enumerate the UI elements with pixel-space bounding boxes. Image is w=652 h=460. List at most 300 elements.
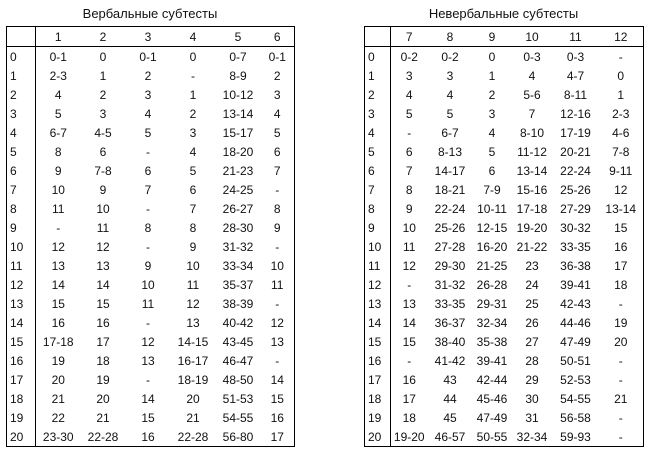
raw-score-cell: 8 — [189, 220, 197, 235]
raw-score-cell: 1 — [488, 68, 496, 83]
nonverbal-header-row — [365, 27, 644, 47]
raw-score-cell: - — [146, 372, 150, 387]
raw-score-cell: 0 — [189, 49, 197, 64]
scaled-score-cell: 19 — [7, 408, 36, 427]
corner-cell — [365, 27, 391, 47]
raw-score-cell: 4 — [189, 144, 197, 159]
raw-score-cell: 23-30 — [42, 429, 74, 444]
raw-score-cell: 9-11 — [609, 163, 633, 178]
raw-score-cell: 9 — [54, 163, 62, 178]
column-header: 12 — [599, 27, 644, 47]
raw-score-cell: 0-1 — [49, 49, 67, 64]
raw-score-cell: 4 — [144, 106, 152, 121]
raw-score-cell: - — [407, 353, 412, 368]
nonverbal-section — [364, 6, 643, 447]
raw-score-cell: 2 — [99, 87, 107, 102]
raw-score-cell: 35-37 — [222, 277, 254, 292]
raw-score-cell: 5-6 — [523, 87, 541, 102]
raw-score-cell: - — [618, 429, 623, 444]
nonverbal-table — [364, 26, 644, 447]
raw-score-cell: 12 — [614, 182, 628, 197]
raw-score-cell: 56-80 — [222, 429, 254, 444]
raw-score-cell: 47-49 — [476, 410, 508, 425]
raw-score-cell: 24-25 — [222, 182, 254, 197]
table-row — [365, 104, 644, 123]
raw-score-cell: - — [618, 353, 623, 368]
raw-score-cell: 5 — [273, 125, 281, 140]
scaled-score-cell: 18 — [7, 389, 36, 408]
raw-score-cell: 3 — [189, 125, 197, 140]
raw-score-cell: 42-44 — [476, 372, 508, 387]
raw-score-cell: 15 — [614, 220, 628, 235]
raw-score-cell: 4 — [273, 106, 281, 121]
raw-score-cell: 0-3 — [566, 49, 585, 64]
raw-score-cell: 50-51 — [560, 353, 591, 368]
column-header: 3 — [126, 27, 171, 47]
column-header: 9 — [473, 27, 512, 47]
raw-score-cell: 46-57 — [434, 429, 466, 444]
raw-score-cell: 4-6 — [612, 125, 630, 140]
column-header: 11 — [553, 27, 599, 47]
column-header: 10 — [512, 27, 553, 47]
raw-score-cell: 18-20 — [222, 144, 254, 159]
raw-score-cell: 11 — [403, 239, 416, 254]
raw-score-cell: 10-11 — [477, 201, 507, 216]
raw-score-cell: 14-17 — [434, 163, 466, 178]
raw-score-cell: 5 — [189, 163, 197, 178]
raw-score-cell: 5 — [446, 106, 454, 121]
table-row — [365, 332, 644, 351]
scaled-score-cell: 15 — [365, 332, 391, 351]
raw-score-cell: 20 — [614, 334, 628, 349]
raw-score-cell: 28 — [525, 353, 539, 368]
raw-score-cell: 10 — [270, 258, 284, 273]
raw-score-cell: 8-10 — [519, 125, 545, 140]
raw-score-cell: 47-49 — [560, 334, 591, 349]
raw-score-cell: 12-15 — [476, 220, 508, 235]
raw-score-cell: 21-22 — [516, 239, 548, 254]
raw-score-cell: 19 — [96, 372, 110, 387]
raw-score-cell: 41-42 — [434, 353, 466, 368]
raw-score-cell: 27-29 — [560, 201, 591, 216]
scaled-score-cell: 1 — [365, 66, 391, 85]
table-row — [365, 123, 644, 142]
column-header: 2 — [81, 27, 126, 47]
raw-score-cell: 5 — [54, 106, 62, 121]
raw-score-cell: 9 — [405, 201, 413, 216]
raw-score-cell: 21 — [614, 391, 628, 406]
scaled-score-cell: 2 — [365, 85, 391, 104]
scaled-score-cell: 11 — [365, 256, 391, 275]
raw-score-cell: 7 — [144, 182, 152, 197]
raw-score-cell: 2 — [189, 106, 197, 121]
raw-score-cell: 0-2 — [441, 49, 459, 64]
raw-score-cell: 17-19 — [560, 125, 591, 140]
raw-score-cell: 7-8 — [94, 163, 112, 178]
raw-score-cell: 5 — [488, 144, 496, 159]
raw-score-cell: 8-9 — [229, 68, 247, 83]
table-row — [365, 275, 644, 294]
raw-score-cell: 2-3 — [612, 106, 630, 121]
scaled-score-cell: 4 — [7, 123, 36, 142]
raw-score-cell: 2 — [144, 68, 152, 83]
raw-score-cell: 39-41 — [476, 353, 508, 368]
raw-score-cell: 26 — [525, 315, 539, 330]
table-row — [7, 142, 295, 161]
table-row — [365, 47, 644, 67]
raw-score-cell: - — [146, 201, 150, 216]
raw-score-cell: 48-50 — [222, 372, 254, 387]
scaled-score-cell: 10 — [7, 237, 36, 256]
scaled-score-cell: 4 — [365, 123, 391, 142]
raw-score-cell: 11 — [186, 277, 200, 292]
scaled-score-cell: 5 — [365, 142, 391, 161]
raw-score-cell: 11 — [271, 277, 284, 292]
table-row — [7, 275, 295, 294]
raw-score-cell: 27-28 — [434, 239, 466, 254]
raw-score-cell: 0 — [488, 49, 496, 64]
scaled-score-cell: 6 — [7, 161, 36, 180]
raw-score-cell: 22-24 — [434, 201, 466, 216]
raw-score-cell: 3 — [405, 68, 413, 83]
table-row — [365, 294, 644, 313]
column-header: 8 — [428, 27, 473, 47]
raw-score-cell: 11 — [96, 220, 110, 235]
scaled-score-cell: 3 — [365, 104, 391, 123]
raw-score-cell: 13-14 — [516, 163, 548, 178]
raw-score-cell: 19 — [614, 315, 628, 330]
raw-score-cell: 45 — [443, 410, 457, 425]
raw-score-cell: 42-43 — [560, 296, 591, 311]
table-row — [365, 180, 644, 199]
table-row — [365, 199, 644, 218]
raw-score-cell: 10 — [402, 220, 416, 235]
scaled-score-cell: 12 — [365, 275, 391, 294]
raw-score-cell: 43-45 — [222, 334, 254, 349]
raw-score-cell: 12-16 — [560, 106, 591, 121]
raw-score-cell: 22-28 — [177, 429, 209, 444]
raw-score-cell: 19-20 — [516, 220, 548, 235]
scaled-score-cell: 14 — [7, 313, 36, 332]
raw-score-cell: 3 — [144, 87, 152, 102]
scaled-score-cell: 10 — [365, 237, 391, 256]
raw-score-cell: 8-13 — [437, 144, 463, 159]
scaled-score-cell: 1 — [7, 66, 36, 85]
raw-score-cell: 1 — [617, 87, 625, 102]
scaled-score-cell: 9 — [7, 218, 36, 237]
table-row — [365, 218, 644, 237]
raw-score-cell: 12 — [402, 258, 416, 273]
raw-score-cell: 15-17 — [222, 125, 254, 140]
table-row — [365, 142, 644, 161]
raw-score-cell: 30 — [525, 391, 539, 406]
raw-score-cell: - — [618, 410, 623, 425]
raw-score-cell: 8-11 — [563, 87, 588, 102]
raw-score-cell: 43 — [443, 372, 457, 387]
scaled-score-cell: 2 — [7, 85, 36, 104]
scaled-score-cell: 16 — [7, 351, 36, 370]
raw-score-cell: 7 — [189, 201, 197, 216]
raw-score-cell: 20 — [186, 391, 200, 406]
scaled-score-cell: 6 — [365, 161, 391, 180]
scaled-score-cell: 13 — [7, 294, 36, 313]
raw-score-cell: 33-35 — [434, 296, 466, 311]
column-header: 6 — [261, 27, 295, 47]
scaled-score-cell: 0 — [365, 47, 391, 67]
raw-score-cell: 6-7 — [49, 125, 67, 140]
raw-score-cell: 6 — [273, 144, 281, 159]
raw-score-cell: 8 — [54, 144, 62, 159]
raw-score-cell: - — [618, 49, 623, 64]
table-row — [7, 294, 295, 313]
table-row — [7, 427, 295, 447]
raw-score-cell: 12 — [96, 239, 110, 254]
raw-score-cell: 15 — [141, 410, 155, 425]
raw-score-cell: 15 — [96, 296, 110, 311]
raw-score-cell: 29-31 — [476, 296, 508, 311]
table-row — [365, 161, 644, 180]
raw-score-cell: 56-58 — [560, 410, 591, 425]
raw-score-cell: 32-34 — [476, 315, 508, 330]
raw-score-cell: 13 — [51, 258, 65, 273]
scaled-score-cell: 17 — [365, 370, 391, 389]
raw-score-cell: 54-55 — [560, 391, 591, 406]
column-header: 4 — [171, 27, 216, 47]
raw-score-cell: 21-25 — [476, 258, 508, 273]
scaled-score-cell: 19 — [365, 408, 391, 427]
column-header: 7 — [391, 27, 428, 47]
raw-score-cell: 12 — [186, 296, 200, 311]
raw-score-cell: 16-20 — [476, 239, 508, 254]
raw-score-cell: - — [275, 296, 280, 311]
raw-score-cell: 20-21 — [560, 144, 591, 159]
raw-score-cell: 11-12 — [517, 144, 547, 159]
raw-score-cell: 6 — [144, 163, 152, 178]
table-row — [7, 313, 295, 332]
raw-score-cell: 13 — [402, 296, 416, 311]
raw-score-cell: 15 — [270, 391, 284, 406]
raw-score-cell: 51-53 — [222, 391, 254, 406]
raw-score-cell: 7-9 — [483, 182, 501, 197]
raw-score-cell: 3 — [488, 106, 496, 121]
raw-score-cell: 40-42 — [222, 315, 254, 330]
raw-score-cell: 0-3 — [523, 49, 541, 64]
raw-score-cell: 6 — [189, 182, 197, 197]
table-row — [7, 218, 295, 237]
raw-score-cell: 10 — [186, 258, 200, 273]
raw-score-cell: 22-24 — [560, 163, 591, 178]
scaled-score-cell: 5 — [7, 142, 36, 161]
raw-score-cell: 25-26 — [560, 182, 591, 197]
table-row — [7, 180, 295, 199]
raw-score-cell: - — [191, 68, 195, 83]
raw-score-cell: - — [146, 315, 150, 330]
raw-score-cell: 32-34 — [516, 429, 548, 444]
raw-score-cell: 27 — [525, 334, 539, 349]
raw-score-cell: 18-21 — [434, 182, 466, 197]
raw-score-cell: 30-32 — [560, 220, 591, 235]
raw-score-cell: 17-18 — [42, 334, 74, 349]
raw-score-cell: 3 — [273, 87, 281, 102]
raw-score-cell: - — [56, 220, 61, 235]
column-header: 5 — [216, 27, 261, 47]
raw-score-cell: 0-7 — [229, 49, 247, 64]
raw-score-cell: - — [275, 353, 280, 368]
raw-score-cell: 22-28 — [87, 429, 119, 444]
raw-score-cell: 24 — [525, 277, 539, 292]
table-row — [7, 389, 295, 408]
raw-score-cell: 38-39 — [222, 296, 254, 311]
raw-score-cell: 4 — [488, 125, 496, 140]
scaled-score-cell: 18 — [365, 389, 391, 408]
raw-score-cell: 10 — [141, 277, 155, 292]
raw-score-cell: 12 — [270, 315, 284, 330]
raw-score-cell: 25-26 — [434, 220, 466, 235]
raw-score-cell: 4 — [446, 87, 454, 102]
table-row — [365, 85, 644, 104]
raw-score-cell: 1 — [99, 68, 107, 83]
raw-score-cell: 14 — [270, 372, 284, 387]
raw-score-cell: 11 — [141, 296, 155, 311]
raw-score-cell: 14 — [96, 277, 110, 292]
table-row — [365, 389, 644, 408]
raw-score-cell: 31-32 — [222, 239, 254, 254]
raw-score-cell: 12 — [141, 334, 155, 349]
raw-score-cell: 4 — [405, 87, 413, 102]
raw-score-cell: 14 — [141, 391, 155, 406]
raw-score-cell: - — [146, 239, 150, 254]
raw-score-cell: 17-18 — [516, 201, 548, 216]
raw-score-cell: 3 — [446, 68, 454, 83]
raw-score-cell: 16 — [51, 315, 65, 330]
table-row — [7, 370, 295, 389]
raw-score-cell: 8 — [144, 220, 152, 235]
raw-score-cell: 7-8 — [612, 144, 630, 159]
raw-score-cell: 17 — [614, 258, 628, 273]
raw-score-cell: 16 — [96, 315, 110, 330]
raw-score-cell: 13-14 — [605, 201, 637, 216]
raw-score-cell: - — [618, 296, 623, 311]
raw-score-cell: 4 — [528, 68, 536, 83]
raw-score-cell: 21 — [96, 410, 110, 425]
raw-score-cell: 13 — [270, 334, 284, 349]
scaled-score-cell: 14 — [365, 313, 391, 332]
raw-score-cell: 33-34 — [222, 258, 254, 273]
table-row — [7, 104, 295, 123]
raw-score-cell: 21 — [51, 391, 65, 406]
raw-score-cell: 9 — [99, 182, 107, 197]
raw-score-cell: 10-12 — [222, 87, 254, 102]
raw-score-cell: 5 — [405, 106, 413, 121]
raw-score-cell: 44 — [443, 391, 457, 406]
raw-score-cell: 35-38 — [476, 334, 508, 349]
raw-score-cell: 29 — [525, 372, 539, 387]
raw-score-cell: 6 — [488, 163, 496, 178]
raw-score-cell: 16-17 — [177, 353, 209, 368]
raw-score-cell: 8 — [273, 201, 281, 216]
raw-score-cell: 16 — [141, 429, 155, 444]
raw-score-cell: 0 — [99, 49, 107, 64]
raw-score-cell: 8 — [405, 182, 413, 197]
raw-score-cell: 22 — [51, 410, 65, 425]
raw-score-cell: 17 — [96, 334, 110, 349]
scaled-score-cell: 8 — [365, 199, 391, 218]
raw-score-cell: 18 — [614, 277, 628, 292]
raw-score-cell: 3 — [99, 106, 107, 121]
raw-score-cell: 23 — [525, 258, 539, 273]
raw-score-cell: 6 — [405, 144, 413, 159]
raw-score-cell: 15-16 — [516, 182, 548, 197]
scaled-score-cell: 12 — [7, 275, 36, 294]
raw-score-cell: 59-93 — [560, 429, 591, 444]
scaled-score-cell: 17 — [7, 370, 36, 389]
raw-score-cell: 20 — [51, 372, 65, 387]
raw-score-cell: - — [275, 182, 280, 197]
raw-score-cell: 14-15 — [177, 334, 209, 349]
table-row — [365, 256, 644, 275]
raw-score-cell: - — [275, 239, 280, 254]
raw-score-cell: 0-2 — [400, 49, 418, 64]
raw-score-cell: 31-32 — [434, 277, 466, 292]
raw-score-cell: 12 — [51, 239, 65, 254]
raw-score-cell: 7 — [528, 106, 536, 121]
scaled-score-cell: 13 — [365, 294, 391, 313]
table-row — [7, 256, 295, 275]
raw-score-cell: 28-30 — [222, 220, 254, 235]
raw-score-cell: 26-27 — [222, 201, 254, 216]
raw-score-cell: 19 — [51, 353, 65, 368]
raw-score-cell: 6 — [99, 144, 107, 159]
raw-score-cell: 7 — [405, 163, 413, 178]
raw-score-cell: 4 — [54, 87, 62, 102]
table-row — [7, 85, 295, 104]
raw-score-cell: 21 — [186, 410, 200, 425]
table-row — [7, 66, 295, 85]
raw-score-cell: 15 — [402, 334, 416, 349]
table-row — [365, 66, 644, 85]
verbal-header-row — [7, 27, 295, 47]
verbal-section — [6, 6, 294, 447]
raw-score-cell: 52-53 — [560, 372, 591, 387]
raw-score-cell: 0 — [617, 68, 625, 83]
raw-score-cell: 4-5 — [94, 125, 112, 140]
table-row — [365, 351, 644, 370]
table-row — [7, 237, 295, 256]
table-row — [7, 161, 295, 180]
raw-score-cell: 1 — [189, 87, 197, 102]
scaled-score-cell: 3 — [7, 104, 36, 123]
raw-score-cell: 26-28 — [476, 277, 508, 292]
raw-score-cell: 10 — [51, 182, 65, 197]
scaled-score-cell: 8 — [7, 199, 36, 218]
raw-score-cell: 0-1 — [139, 49, 157, 64]
raw-score-cell: 46-47 — [222, 353, 254, 368]
raw-score-cell: 18-19 — [177, 372, 209, 387]
raw-score-cell: 16 — [614, 239, 628, 254]
raw-score-cell: 39-41 — [560, 277, 591, 292]
scaled-score-cell: 7 — [365, 180, 391, 199]
raw-score-cell: 4-7 — [566, 68, 585, 83]
raw-score-cell: 11 — [52, 201, 65, 216]
raw-score-cell: 18 — [96, 353, 110, 368]
raw-score-cell: 31 — [525, 410, 539, 425]
raw-score-cell: 6-7 — [441, 125, 459, 140]
scaled-score-cell: 7 — [7, 180, 36, 199]
raw-score-cell: - — [407, 277, 412, 292]
table-row — [7, 199, 295, 218]
raw-score-cell: 13 — [186, 315, 200, 330]
raw-score-cell: 14 — [402, 315, 416, 330]
